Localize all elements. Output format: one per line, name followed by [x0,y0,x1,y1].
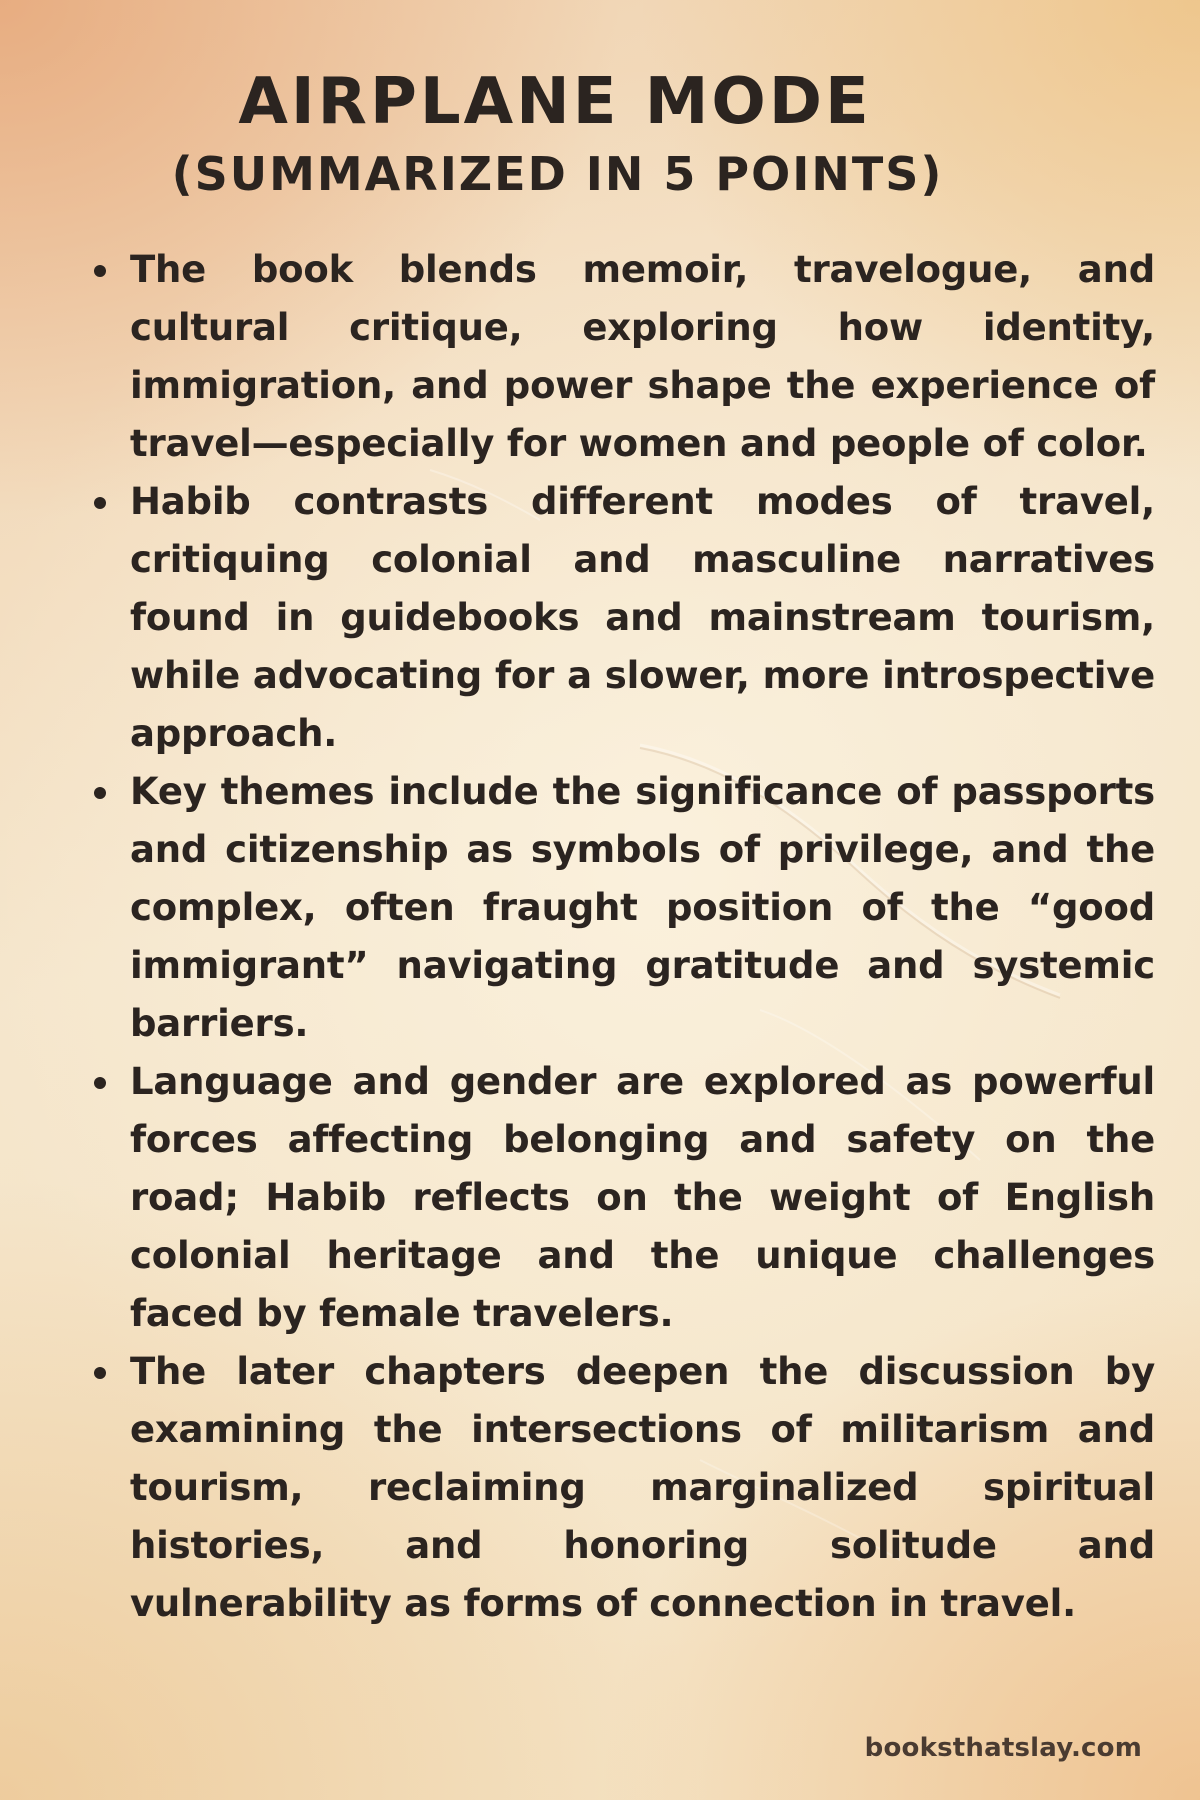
summary-point-4 [88,1053,1155,1343]
summary-point-text: Language and gender are explored as powerful forces affecting belonging and safety on the road; Habib reflects on the weight of English colonial heritage and the unique challenges faced by female travelers. [130,1060,1155,1335]
bullet-dot-icon [94,497,106,509]
summary-point-text: The later chapters deepen the discussion by examining the intersections of militarism and tourism, reclaiming marginalized spiritual histories, and honoring solitude and vulnerability as forms of connection in travel. [130,1350,1155,1625]
summary-point-3 [88,763,1155,1053]
site-credit: booksthatslay.com [864,1733,1142,1763]
title-subtitle: (SUMMARIZED IN 5 POINTS) [171,147,944,201]
bullet-dot-icon [94,787,106,799]
summary-point-5 [88,1343,1155,1633]
page-title [0,62,1200,204]
summary-point-2 [88,473,1155,763]
summary-point-1 [88,241,1155,473]
summary-points-list [88,241,1155,1633]
bullet-dot-icon [94,265,106,277]
bullet-dot-icon [94,1367,106,1379]
bullet-dot-icon [94,1077,106,1089]
summary-point-text: Key themes include the significance of passports and citizenship as symbols of privilege, and the complex, often fraught position of the “good immigrant” navigating gratitude and systemic barriers. [130,770,1155,1045]
summary-point-text: The book blends memoir, travelogue, and cultural critique, exploring how identity, immigration, and power shape the experience of travel—especially for women and people of color. [130,248,1155,465]
book-title: AIRPLANE MODE [238,65,872,139]
summary-point-text: Habib contrasts different modes of travel, critiquing colonial and masculine narratives found in guidebooks and mainstream tourism, while advocating for a slower, more introspective approach. [130,480,1155,755]
